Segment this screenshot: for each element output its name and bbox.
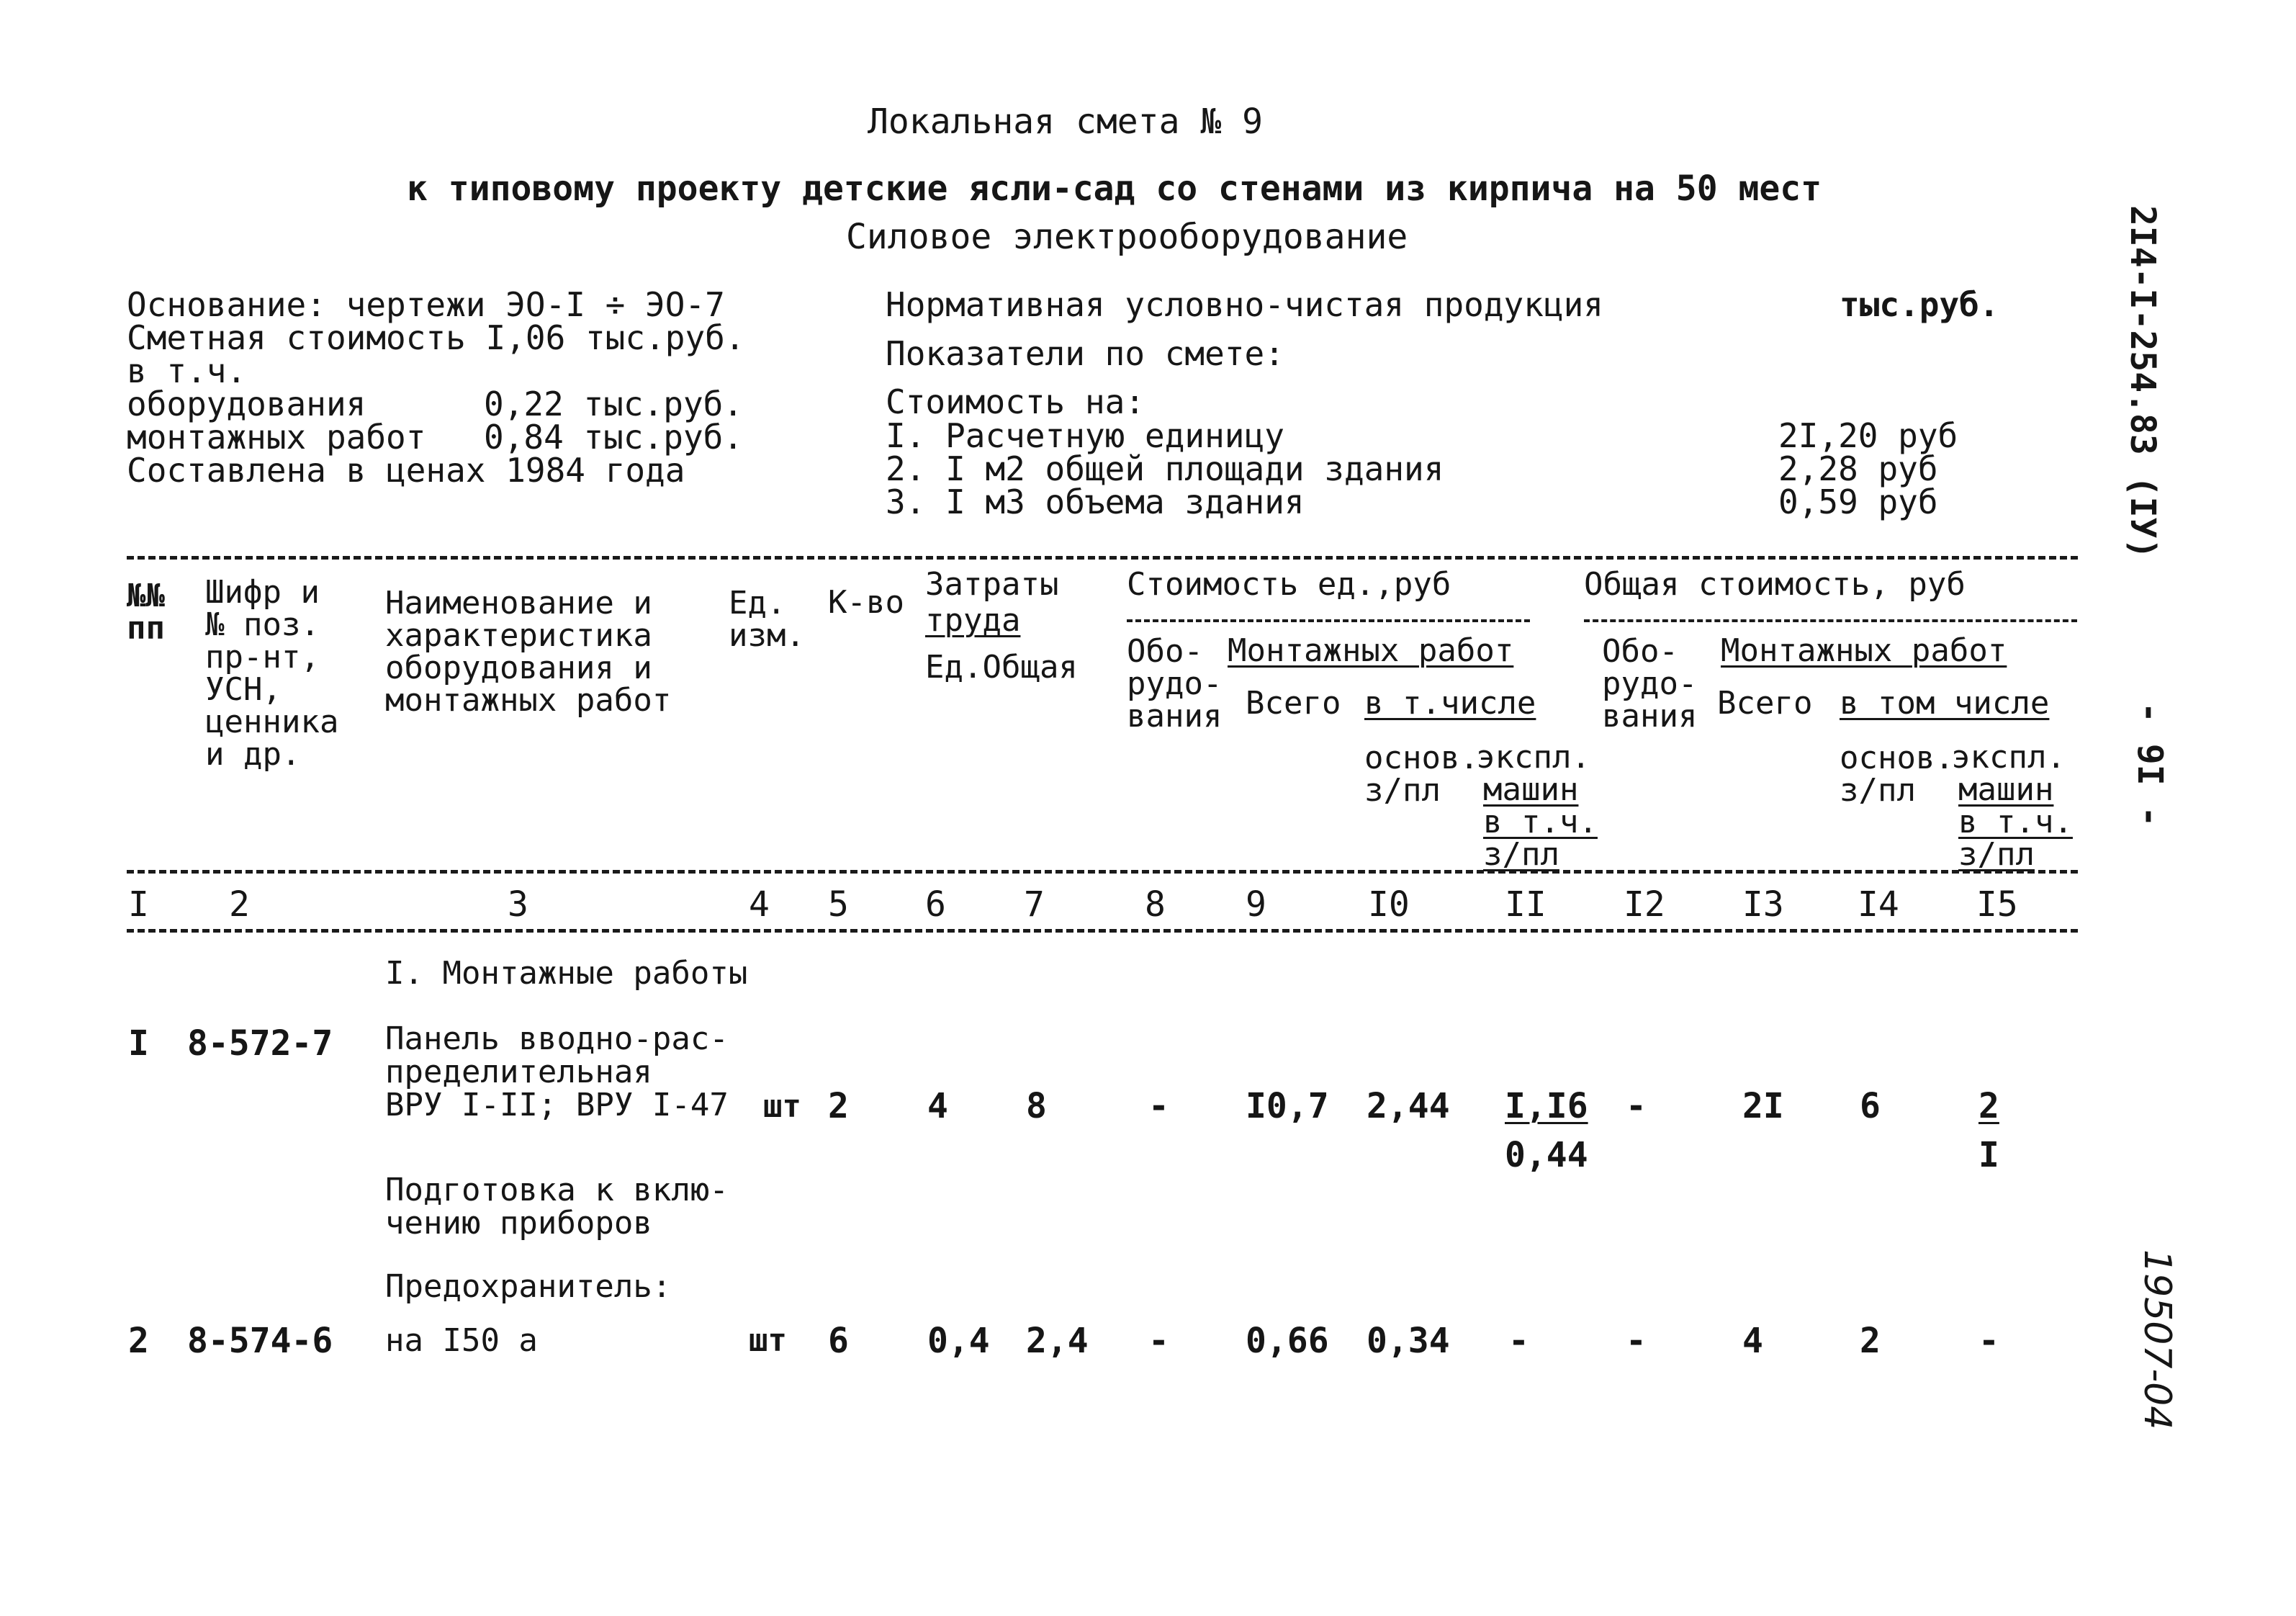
- header-top-rule: [127, 556, 2078, 560]
- row-2-code: 8-574-6: [187, 1321, 333, 1361]
- indicator-label-1: I. Расчетную единицу: [886, 416, 1284, 455]
- equipment-label: оборудования: [127, 385, 366, 423]
- total-cost-rule: [1584, 619, 2077, 622]
- header-including-total: в том числе: [1840, 685, 2050, 722]
- row-1-base-pay-unit: 2,44: [1367, 1086, 1450, 1126]
- unit-cost-rule: [1127, 619, 1530, 622]
- row-2-base-pay-unit: 0,34: [1367, 1321, 1450, 1361]
- row-2-number: 2: [128, 1321, 149, 1361]
- price-basis: Составлена в ценах 1984 года: [127, 451, 685, 490]
- col-number: I0: [1368, 884, 1410, 925]
- col-number: I: [128, 884, 149, 925]
- row-2-labor-total: 2,4: [1026, 1321, 1089, 1361]
- header-name: Наименование и характеристика оборудования и монтажных работ: [385, 585, 672, 719]
- install-value: 0,84 тыс.руб.: [484, 418, 744, 457]
- header-including-unit: в т.числе: [1364, 685, 1536, 722]
- normative-production: Нормативная условно-чистая продукция: [886, 285, 1603, 324]
- row-2-equip-total: -: [1626, 1321, 1647, 1361]
- indicator-label-3: 3. I м3 объема здания: [886, 482, 1305, 521]
- row-2-base-pay-total: 2: [1860, 1321, 1881, 1361]
- header-labor: Затраты: [925, 566, 1059, 603]
- section-heading: Силовое электрооборудование: [846, 217, 1408, 257]
- row-2-name: на I50 а: [385, 1322, 538, 1359]
- row-2-equip-unit: -: [1148, 1321, 1169, 1361]
- col-number: II: [1505, 884, 1547, 925]
- row-2-qty: 6: [828, 1321, 849, 1361]
- column-numbers-rule: [127, 929, 2078, 933]
- header-unit-cost: Стоимость ед.,руб: [1127, 566, 1451, 603]
- header-machines-total: экспл.: [1951, 739, 2066, 776]
- header-quantity: К-во: [828, 584, 904, 621]
- project-code: 2I4-I-254.83 (IУ): [2122, 205, 2163, 560]
- col-number: 8: [1145, 884, 1166, 925]
- row-2-machines-unit: -: [1508, 1321, 1529, 1361]
- basis-drawings: Основание: чертежи ЭО-I ÷ ЭО-7: [127, 285, 725, 324]
- row-1-machines-total: 2: [1978, 1086, 1999, 1126]
- col-number: I4: [1858, 884, 1899, 925]
- row-1-machines-pay-unit: 0,44: [1505, 1135, 1588, 1175]
- header-machines-total-2: машин: [1958, 771, 2054, 808]
- row-1-machines-pay-total: I: [1978, 1135, 1999, 1175]
- section-title: I. Монтажные работы: [385, 955, 748, 992]
- equipment-value: 0,22 тыс.руб.: [484, 385, 744, 423]
- header-machines-unit-3: в т.ч.: [1483, 804, 1598, 840]
- row-1-base-pay-total: 6: [1860, 1086, 1881, 1126]
- col-number: I2: [1624, 884, 1665, 925]
- header-equipment-unit: Обо- рудо- вания: [1127, 633, 1223, 735]
- header-install-total-unit: Всего: [1246, 685, 1341, 722]
- document-subtitle: к типовому проекту детские ясли-сад со стенами из кирпича на 50 мест: [407, 169, 1822, 209]
- header-base-pay-unit: основ. з/пл: [1364, 740, 1479, 809]
- header-machines-total-4: з/пл: [1958, 836, 2035, 873]
- page-number: - 9I -: [2130, 702, 2170, 827]
- row-1-machines-unit: I,I6: [1505, 1086, 1588, 1126]
- header-row-number: №№ пп: [127, 578, 165, 647]
- header-machines-unit-4: з/пл: [1483, 836, 1559, 873]
- header-base-pay-total: основ. з/пл: [1840, 740, 1954, 809]
- row-1-labor-total: 8: [1026, 1086, 1047, 1126]
- row-2-install-total: 4: [1742, 1321, 1763, 1361]
- header-labor-sub: Ед.Общая: [925, 649, 1078, 686]
- indicator-label-2: 2. I м2 общей площади здания: [886, 449, 1444, 488]
- col-number: 4: [749, 884, 770, 925]
- col-number: 3: [508, 884, 528, 925]
- col-number: I3: [1742, 884, 1784, 925]
- indicators-heading: Показатели по смете:: [886, 334, 1284, 373]
- header-machines-total-3: в т.ч.: [1958, 804, 2073, 840]
- row-1-code: 8-572-7: [187, 1023, 333, 1064]
- row-1-equip-unit: -: [1148, 1086, 1169, 1126]
- col-number: I5: [1976, 884, 2018, 925]
- col-number: 6: [925, 884, 946, 925]
- col-number: 2: [229, 884, 250, 925]
- row-1-name: Панель вводно-рас- пределительная ВРУ I-II; ВРУ I-47: [385, 1020, 729, 1123]
- row-1-install-total: 2I: [1742, 1086, 1784, 1126]
- cost-on-label: Стоимость на:: [886, 382, 1145, 421]
- row-1-unit: шт: [763, 1088, 801, 1125]
- including-label: в т.ч.: [127, 351, 247, 390]
- note-fuse: Предохранитель:: [385, 1268, 672, 1305]
- header-install-unit: Монтажных работ: [1228, 632, 1514, 669]
- row-2-unit: шт: [749, 1322, 787, 1359]
- row-2-labor-unit: 0,4: [927, 1321, 990, 1361]
- handwritten-note: 19507-04: [2135, 1249, 2179, 1430]
- row-1-install-unit: I0,7: [1246, 1086, 1329, 1126]
- col-number: 9: [1246, 884, 1266, 925]
- header-machines-unit: экспл.: [1476, 739, 1590, 776]
- header-labor-2: труда: [925, 602, 1021, 639]
- indicator-value-2: 2,28 руб: [1778, 449, 1938, 488]
- normative-unit: тыс.руб.: [1840, 285, 1999, 324]
- col-number: 7: [1024, 884, 1045, 925]
- row-1-qty: 2: [828, 1086, 849, 1126]
- header-code: Шифр и № поз. пр-нт, УСН, ценника и др.: [205, 574, 339, 773]
- row-2-install-unit: 0,66: [1246, 1321, 1329, 1361]
- header-unit: Ед. изм.: [729, 585, 805, 654]
- estimate-cost: Сметная стоимость I,06 тыс.руб.: [127, 318, 745, 357]
- note-preparation: Подготовка к вклю- чению приборов: [385, 1172, 729, 1242]
- indicator-value-3: 0,59 руб: [1778, 482, 1938, 521]
- install-label: монтажных работ: [127, 418, 426, 457]
- header-equipment-total: Обо- рудо- вания: [1602, 633, 1698, 735]
- header-install-all-total: Всего: [1717, 685, 1813, 722]
- header-install-total: Монтажных работ: [1721, 632, 2007, 669]
- row-1-number: I: [128, 1023, 149, 1064]
- row-2-machines-total: -: [1978, 1321, 1999, 1361]
- header-machines-unit-2: машин: [1483, 771, 1579, 808]
- col-number: 5: [828, 884, 849, 925]
- header-total-cost: Общая стоимость, руб: [1584, 566, 1966, 603]
- row-1-labor-unit: 4: [927, 1086, 948, 1126]
- document-title: Локальная смета № 9: [868, 102, 1264, 142]
- indicator-value-1: 2I,20 руб: [1778, 416, 1958, 455]
- row-1-equip-total: -: [1626, 1086, 1647, 1126]
- header-bottom-rule: [127, 870, 2078, 874]
